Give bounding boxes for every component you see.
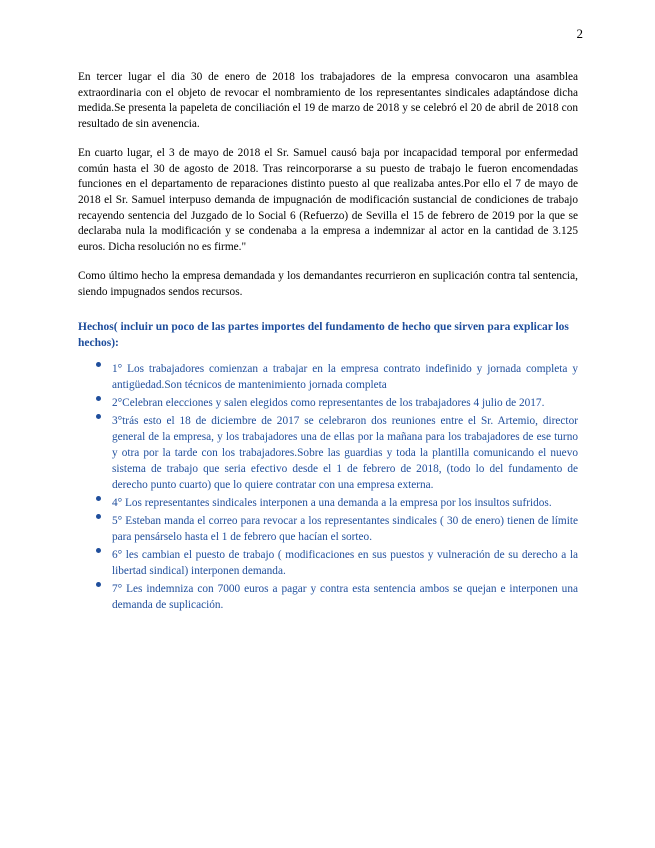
list-item-text: 7° Les indemniza con 7000 euros a pagar y contra esta sentencia ambos se quejan e interponen una demanda de suplicación.	[112, 583, 578, 612]
list-item	[112, 495, 578, 511]
bullet-icon	[96, 496, 101, 501]
paragraph-last-fact: Como último hecho la empresa demandada y los demandantes recurrieron en suplicación contra tal sentencia, siendo impugnados sendos recursos.	[78, 270, 578, 298]
list-item-text: 5° Esteban manda el correo para revocar a los representantes sindicales ( 30 de enero) tienen de límite para pensárselo hasta el 1 de febrero que hacían el sorteo.	[112, 514, 578, 544]
list-item	[112, 413, 578, 493]
bullet-icon	[96, 514, 101, 519]
bullet-icon	[96, 396, 101, 401]
bullet-icon	[96, 548, 101, 553]
list-item-text: 1° Los trabajadores comienzan a trabajar en la empresa contrato indefinido y jornada completa y antigüedad.Son técnicos de mantenimiento jornada completa	[112, 362, 578, 391]
list-item-text: 3°trás esto el 18 de diciembre de 2017 se celebraron dos reuniones entre el Sr. Artemio, director general de la empresa, y los trabajadores una de ellas por la mañana para los trabajadores de ese turno y otra por la tarde con los trabajadores.Sobre las guardias y toda la plantilla comunicando el nuevo sistema de trabajo que seria efectivo desde el 1 de febrero de 2018, (todo lo del fundamento de derecho punto cuarto) que lo quiere contratar con una empresa externa.	[112, 414, 578, 491]
bullet-icon	[96, 414, 101, 419]
list-item	[112, 513, 578, 545]
list-item-text: 2°Celebran elecciones y salen elegidos como representantes de los trabajadores 4 julio de 2017.	[112, 396, 545, 409]
document-body	[78, 70, 578, 615]
bullet-icon	[96, 362, 101, 367]
section-heading-hechos: Hechos( incluir un poco de las partes importes del fundamento de hecho que sirven para explicar los hechos):	[78, 320, 569, 349]
bullet-icon	[96, 582, 101, 587]
list-item-text: 4° Los representantes sindicales interponen a una demanda a la empresa por los insultos sufridos.	[112, 496, 552, 509]
page-number: 2	[576, 26, 583, 41]
list-item	[112, 581, 578, 613]
paragraph-third-fact: En tercer lugar el dia 30 de enero de 2018 los trabajadores de la empresa convocaron una asamblea extraordinaria con el objeto de revocar el nombramiento de los representantes sindicales adaptándose dicha medida.Se presenta la papeleta de conciliación el 19 de marzo de 2018 y se celebró el 20 de abril de 2018 con resultado de sin avenencia.	[78, 71, 578, 130]
facts-list	[78, 361, 578, 613]
list-item	[112, 361, 578, 393]
list-item	[112, 547, 578, 579]
list-item-text: 6° les cambian el puesto de trabajo ( modificaciones en sus puestos y vulneración de su derecho a la libertad sindical) interponen demanda.	[112, 549, 578, 578]
list-item	[112, 395, 578, 411]
paragraph-fourth-fact: En cuarto lugar, el 3 de mayo de 2018 el Sr. Samuel causó baja por incapacidad temporal por enfermedad común hasta el 30 de agosto de 2018. Tras reincorporarse a su puesto de trabajo le fueron encomendadas funciones en el departamento de reparaciones distinto puesto al que realizaba antes.Por ello el 7 de mayo de 2018 el Sr. Samuel interpuso demanda de impugnación de modificación sustancial de condiciones de trabajo recayendo sentencia del Juzgado de lo Social 6 (Refuerzo) de Sevilla el 15 de febrero de 2019 por la que se declaraba nula la modificación y se condenaba a la empresa a indemnizar al actor en la cantidad de 3.125 euros. Dicha resolución no es firme."	[78, 147, 578, 253]
